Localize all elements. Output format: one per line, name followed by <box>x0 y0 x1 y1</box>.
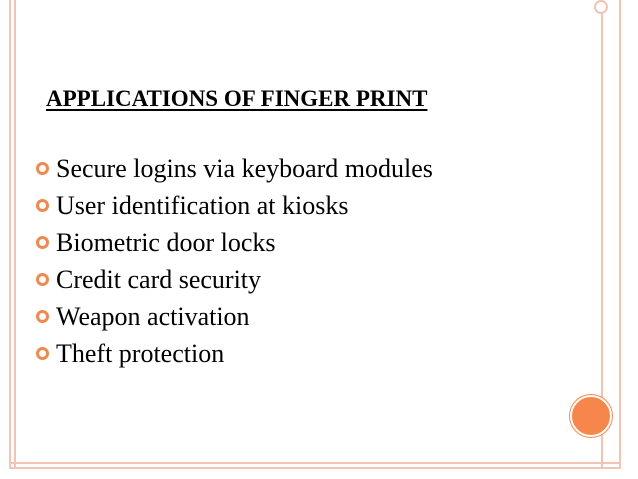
decorative-orange-circle <box>570 395 612 437</box>
bullet-text: Biometric door locks <box>56 227 276 257</box>
bullet-item <box>36 298 433 335</box>
bullet-text: Theft protection <box>56 338 225 368</box>
decorative-small-circle <box>594 0 608 14</box>
bullet-item <box>36 187 433 224</box>
ring-bullet-icon <box>36 347 49 360</box>
bullet-item <box>36 335 433 372</box>
bullet-text: User identification at kiosks <box>56 190 349 220</box>
bullet-list <box>36 150 433 372</box>
slide-title: APPLICATIONS OF FINGER PRINT <box>46 86 428 111</box>
ring-bullet-icon <box>36 310 49 323</box>
ring-bullet-icon <box>36 236 49 249</box>
bullet-item <box>36 224 433 261</box>
bullet-text: Secure logins via keyboard modules <box>56 153 433 183</box>
bullet-text: Credit card security <box>56 264 262 294</box>
ring-bullet-icon <box>36 162 49 175</box>
bullet-item <box>36 261 433 298</box>
bottom-inner-border-line <box>9 462 621 464</box>
bullet-text: Weapon activation <box>56 301 250 331</box>
ring-bullet-icon <box>36 199 49 212</box>
ring-bullet-icon <box>36 273 49 286</box>
bullet-item <box>36 150 433 187</box>
left-inner-border-line <box>14 0 16 469</box>
